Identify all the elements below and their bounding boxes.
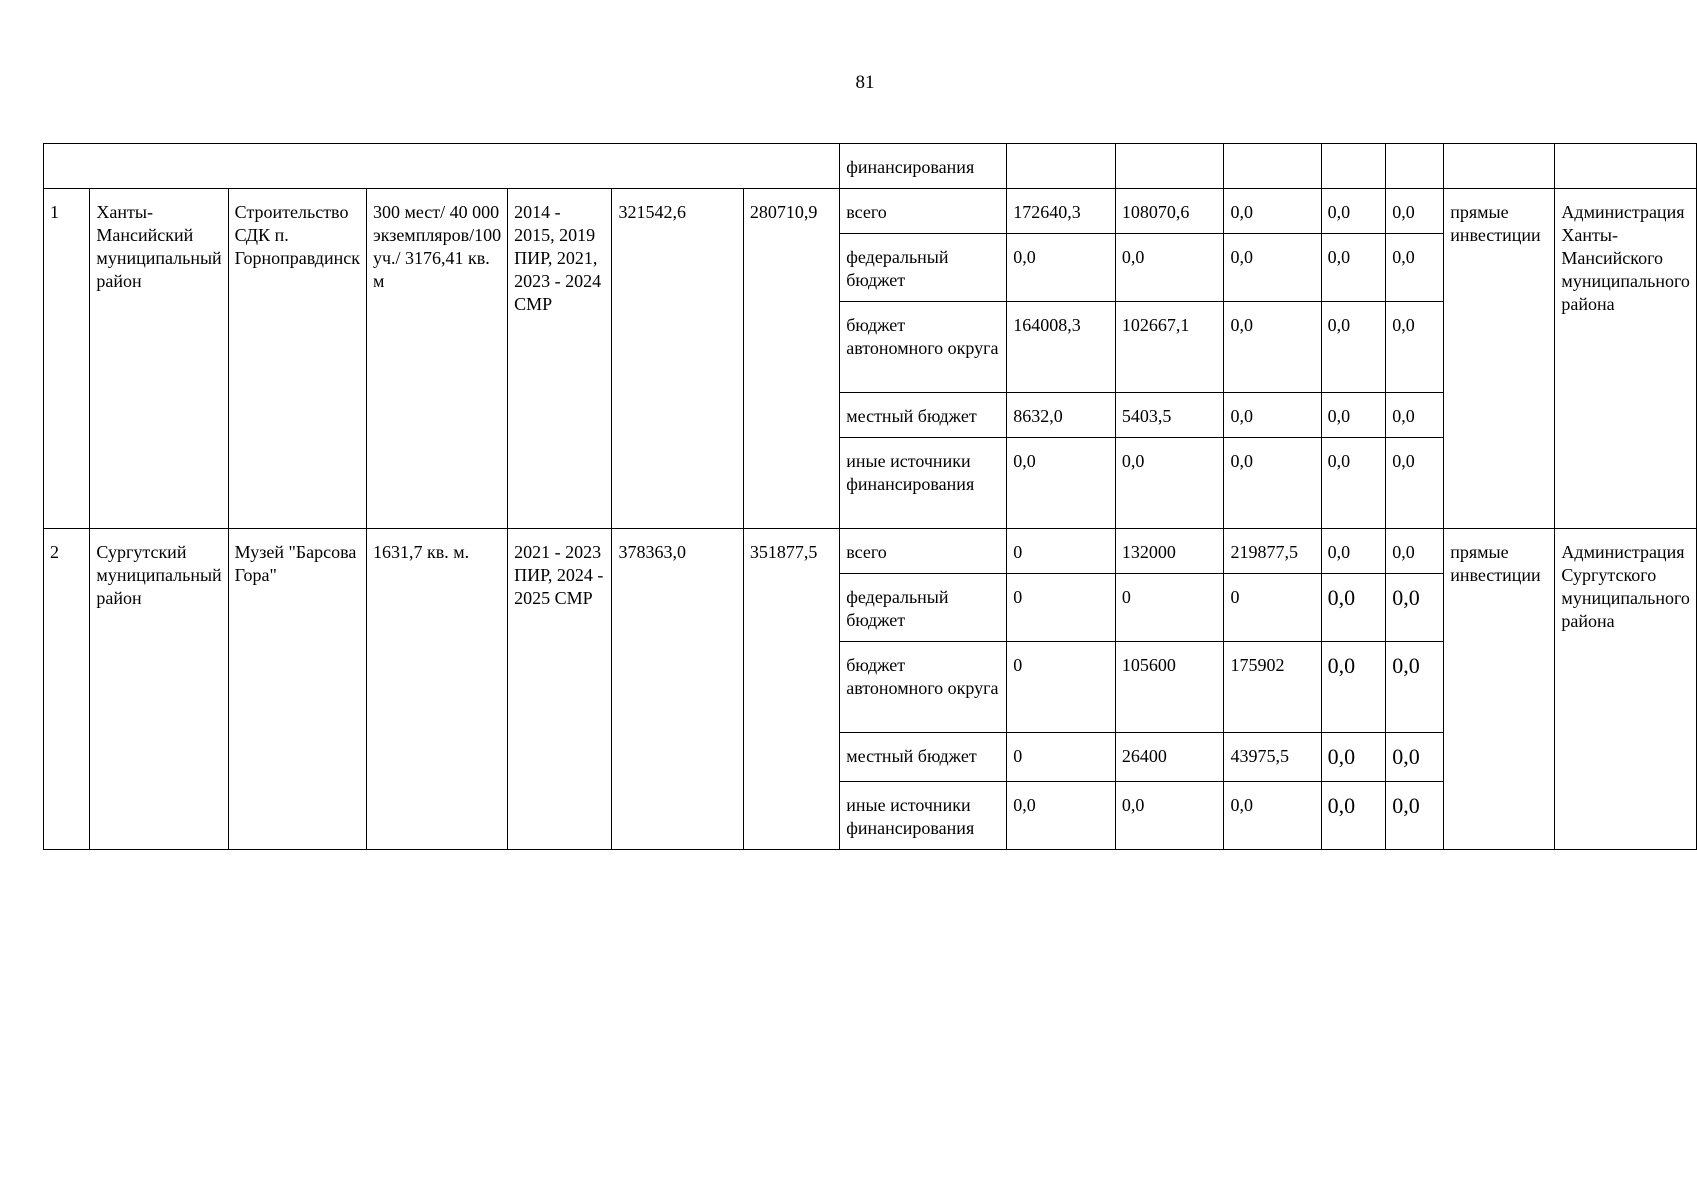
funding-value-cell: 0,0 xyxy=(1115,782,1224,850)
object-cell: Музей "Барсова Гора" xyxy=(228,529,366,850)
table-cell xyxy=(44,144,840,189)
funding-value-cell: 219877,5 xyxy=(1224,529,1321,574)
funding-value-cell: 164008,3 xyxy=(1007,302,1116,393)
table-row xyxy=(44,529,1697,574)
capacity-cell: 300 мест/ 40 000 экземпляров/100 уч./ 3176,41 кв. м xyxy=(366,189,507,529)
funding-value-cell: 0 xyxy=(1007,529,1116,574)
funding-value-cell: 0,0 xyxy=(1321,782,1386,850)
funding-value-cell: 0,0 xyxy=(1386,529,1444,574)
funding-value-cell: 0,0 xyxy=(1386,438,1444,529)
cost-cell: 378363,0 xyxy=(612,529,743,850)
table-cell xyxy=(1115,144,1224,189)
funding-source-cell: иные источники финансирования xyxy=(840,782,1007,850)
investment-table xyxy=(43,143,1697,850)
funding-value-cell: 0,0 xyxy=(1321,189,1386,234)
funding-value-cell: 0,0 xyxy=(1321,574,1386,642)
table-row xyxy=(44,189,1697,234)
funding-value-cell: 0,0 xyxy=(1224,234,1321,302)
funding-source-cell: местный бюджет xyxy=(840,733,1007,782)
table-cell xyxy=(1321,144,1386,189)
funding-source-cell: федеральный бюджет xyxy=(840,234,1007,302)
funding-value-cell: 0,0 xyxy=(1386,302,1444,393)
funding-value-cell: 132000 xyxy=(1115,529,1224,574)
funding-value-cell: 0,0 xyxy=(1007,438,1116,529)
funding-source-cell: федеральный бюджет xyxy=(840,574,1007,642)
funding-value-cell: 0,0 xyxy=(1321,302,1386,393)
table-cell xyxy=(1444,144,1555,189)
funding-value-cell: 0,0 xyxy=(1321,642,1386,733)
funding-value-cell: 0,0 xyxy=(1386,782,1444,850)
funding-value-cell: 0,0 xyxy=(1224,782,1321,850)
funding-value-cell: 0,0 xyxy=(1007,234,1116,302)
funding-source-cell: всего xyxy=(840,529,1007,574)
funding-value-cell: 108070,6 xyxy=(1115,189,1224,234)
funding-value-cell: 0,0 xyxy=(1224,393,1321,438)
funding-value-cell: 0,0 xyxy=(1386,642,1444,733)
funding-value-cell: 26400 xyxy=(1115,733,1224,782)
funding-value-cell: 0,0 xyxy=(1224,438,1321,529)
table-row xyxy=(44,144,1697,189)
funding-value-cell: 0 xyxy=(1224,574,1321,642)
funding-value-cell: 5403,5 xyxy=(1115,393,1224,438)
table-cell xyxy=(1555,144,1697,189)
funding-source-cell: бюджет автономного округа xyxy=(840,642,1007,733)
customer-cell: Администрация Сургутского муниципального района xyxy=(1555,529,1697,850)
capacity-cell: 1631,7 кв. м. xyxy=(366,529,507,850)
funding-value-cell: 43975,5 xyxy=(1224,733,1321,782)
funding-source-cell: иные источники финансирования xyxy=(840,438,1007,529)
object-cell: Строительство СДК п. Горноправдинск xyxy=(228,189,366,529)
funding-value-cell: 0,0 xyxy=(1386,733,1444,782)
cost-cell: 321542,6 xyxy=(612,189,743,529)
funding-value-cell: 0 xyxy=(1007,574,1116,642)
funding-source-cell: финансирования xyxy=(840,144,1007,189)
funding-value-cell: 0,0 xyxy=(1115,234,1224,302)
funding-value-cell: 105600 xyxy=(1115,642,1224,733)
funding-value-cell: 175902 xyxy=(1224,642,1321,733)
investment-form-cell: прямые инвестиции xyxy=(1444,189,1555,529)
table-cell xyxy=(1386,144,1444,189)
funding-value-cell: 0,0 xyxy=(1224,302,1321,393)
row-number-cell: 2 xyxy=(44,529,90,850)
page-number: 81 xyxy=(855,72,875,93)
funding-source-cell: местный бюджет xyxy=(840,393,1007,438)
table-cell xyxy=(1007,144,1116,189)
funding-source-cell: всего xyxy=(840,189,1007,234)
remaining-cost-cell: 280710,9 xyxy=(743,189,839,529)
funding-value-cell: 0,0 xyxy=(1321,733,1386,782)
funding-value-cell: 8632,0 xyxy=(1007,393,1116,438)
funding-value-cell: 0,0 xyxy=(1224,189,1321,234)
row-number-cell: 1 xyxy=(44,189,90,529)
funding-value-cell: 0,0 xyxy=(1321,529,1386,574)
funding-value-cell: 0,0 xyxy=(1321,234,1386,302)
funding-value-cell: 0,0 xyxy=(1115,438,1224,529)
funding-value-cell: 172640,3 xyxy=(1007,189,1116,234)
customer-cell: Администрация Ханты-Мансийского муниципального района xyxy=(1555,189,1697,529)
municipality-cell: Сургутский муниципальный район xyxy=(90,529,228,850)
funding-value-cell: 0 xyxy=(1007,642,1116,733)
funding-value-cell: 0,0 xyxy=(1321,438,1386,529)
remaining-cost-cell: 351877,5 xyxy=(743,529,839,850)
funding-value-cell: 102667,1 xyxy=(1115,302,1224,393)
table-cell xyxy=(1224,144,1321,189)
funding-value-cell: 0,0 xyxy=(1321,393,1386,438)
funding-value-cell: 0,0 xyxy=(1007,782,1116,850)
funding-source-cell: бюджет автономного округа xyxy=(840,302,1007,393)
funding-value-cell: 0 xyxy=(1007,733,1116,782)
funding-value-cell: 0,0 xyxy=(1386,234,1444,302)
period-cell: 2014 - 2015, 2019 ПИР, 2021, 2023 - 2024 СМР xyxy=(508,189,612,529)
funding-value-cell: 0,0 xyxy=(1386,393,1444,438)
municipality-cell: Ханты-Мансийский муниципальный район xyxy=(90,189,228,529)
funding-value-cell: 0,0 xyxy=(1386,189,1444,234)
period-cell: 2021 - 2023 ПИР, 2024 - 2025 СМР xyxy=(508,529,612,850)
funding-value-cell: 0 xyxy=(1115,574,1224,642)
funding-value-cell: 0,0 xyxy=(1386,574,1444,642)
investment-form-cell: прямые инвестиции xyxy=(1444,529,1555,850)
